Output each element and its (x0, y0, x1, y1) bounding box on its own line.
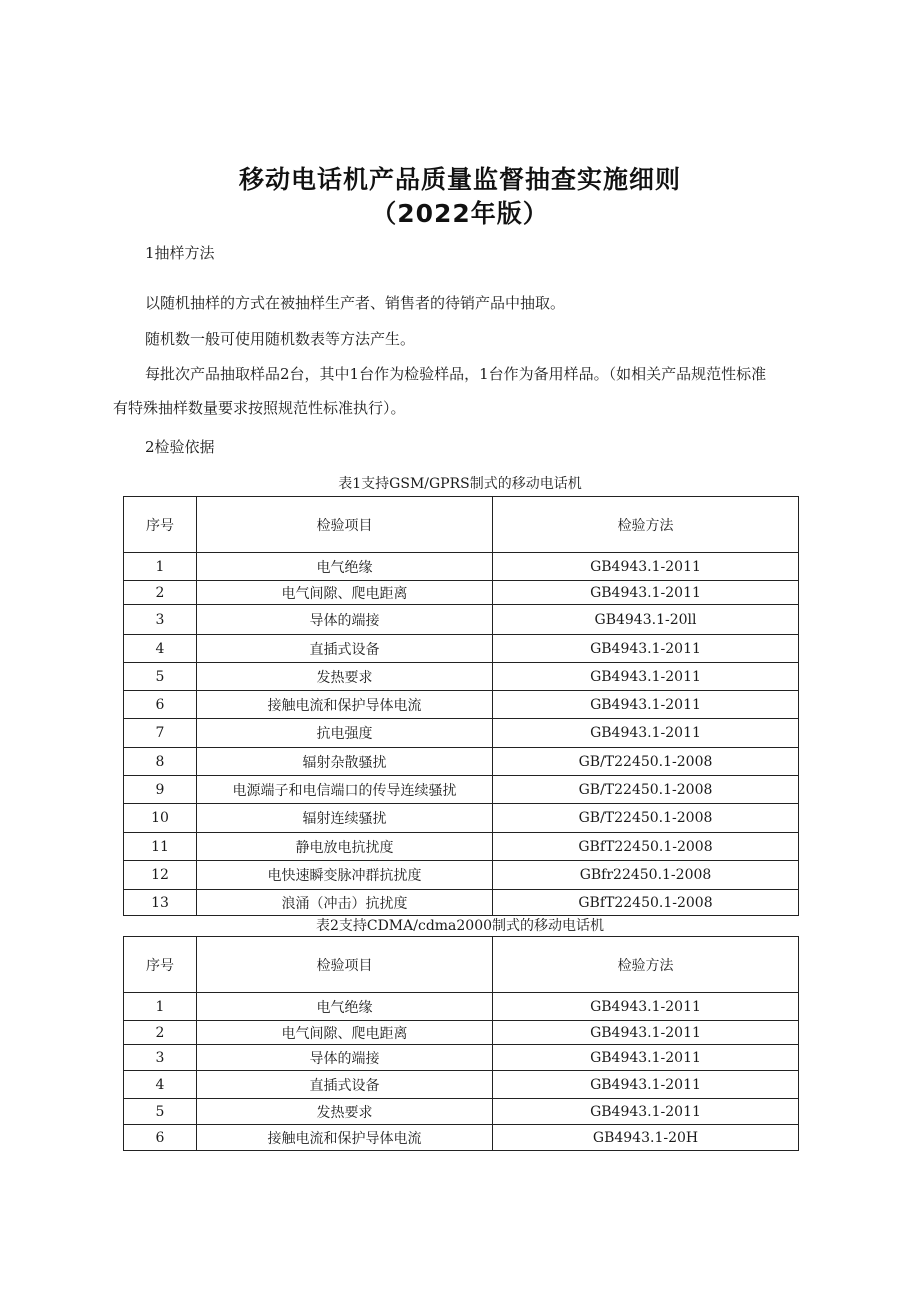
row-method: GB4943.1-2011 (493, 553, 799, 581)
col-header-method: 检验方法 (493, 497, 799, 553)
row-method: GB4943.1-2011 (493, 1099, 799, 1125)
paragraph-sampling-method: 以随机抽样的方式在被抽样生产者、销售者的待销产品中抽取。 (145, 294, 566, 312)
row-item: 电快速瞬变脉冲群抗扰度 (197, 861, 493, 890)
row-method: GB4943.1-2011 (493, 1021, 799, 1045)
row-index: 8 (124, 748, 197, 776)
row-item: 电气绝缘 (197, 993, 493, 1021)
row-method: GB4943.1-2011 (493, 1071, 799, 1099)
row-item: 接触电流和保护导体电流 (197, 1125, 493, 1151)
row-index: 6 (124, 1125, 197, 1151)
col-header-index: 序号 (124, 937, 197, 993)
table-row (124, 691, 799, 719)
section-2-heading: 2检验依据 (145, 438, 215, 456)
row-item: 电气绝缘 (197, 553, 493, 581)
table-row (124, 776, 799, 804)
table-row (124, 663, 799, 691)
table2-header-row (124, 937, 799, 993)
row-method: GB4943.1-2011 (493, 719, 799, 748)
col-header-index: 序号 (124, 497, 197, 553)
section-1-heading: 1抽样方法 (145, 244, 215, 262)
row-method: GB4943.1-20H (493, 1125, 799, 1151)
table-row (124, 890, 799, 916)
table-row (124, 1045, 799, 1071)
paragraph-sample-quantity-cont: 有特殊抽样数量要求按照规范性标准执行）。 (113, 399, 406, 417)
row-method: GBfr22450.1-2008 (493, 861, 799, 890)
row-item: 导体的端接 (197, 605, 493, 635)
row-method: GB4943.1-2011 (493, 663, 799, 691)
table-row (124, 833, 799, 861)
row-item: 静电放电抗扰度 (197, 833, 493, 861)
table-row (124, 1099, 799, 1125)
table1-body (124, 553, 799, 916)
row-index: 11 (124, 833, 197, 861)
row-item: 直插式设备 (197, 1071, 493, 1099)
table-row (124, 1021, 799, 1045)
row-method: GB4943.1-20ll (493, 605, 799, 635)
row-index: 1 (124, 553, 197, 581)
row-item: 直插式设备 (197, 635, 493, 663)
row-index: 2 (124, 581, 197, 605)
row-item: 接触电流和保护导体电流 (197, 691, 493, 719)
row-index: 3 (124, 605, 197, 635)
row-item: 发热要求 (197, 663, 493, 691)
row-method: GB4943.1-2011 (493, 691, 799, 719)
row-index: 7 (124, 719, 197, 748)
row-index: 10 (124, 804, 197, 833)
row-index: 1 (124, 993, 197, 1021)
row-index: 5 (124, 1099, 197, 1125)
table2-caption: 表2支持CDMA/cdma2000制式的移动电话机 (315, 918, 605, 934)
row-method: GB/T22450.1-2008 (493, 776, 799, 804)
table-row (124, 1071, 799, 1099)
row-item: 抗电强度 (197, 719, 493, 748)
row-method: GB4943.1-2011 (493, 635, 799, 663)
row-method: GB/T22450.1-2008 (493, 748, 799, 776)
table-row (124, 581, 799, 605)
table-row (124, 719, 799, 748)
table-row (124, 748, 799, 776)
row-item: 辐射连续骚扰 (197, 804, 493, 833)
row-item: 浪涌（冲击）抗扰度 (197, 890, 493, 916)
row-method: GB4943.1-2011 (493, 993, 799, 1021)
row-index: 6 (124, 691, 197, 719)
row-method: GBfT22450.1-2008 (493, 833, 799, 861)
row-index: 4 (124, 635, 197, 663)
table2 (123, 936, 799, 1151)
row-index: 4 (124, 1071, 197, 1099)
row-index: 12 (124, 861, 197, 890)
row-index: 5 (124, 663, 197, 691)
row-method: GBfT22450.1-2008 (493, 890, 799, 916)
row-item: 电源端子和电信端口的传导连续骚扰 (197, 776, 493, 804)
row-index: 3 (124, 1045, 197, 1071)
table1-caption: 表1支持GSM/GPRS制式的移动电话机 (338, 476, 582, 492)
paragraph-random-number: 随机数一般可使用随机数表等方法产生。 (145, 330, 416, 348)
row-method: GB/T22450.1-2008 (493, 804, 799, 833)
table-row (124, 993, 799, 1021)
document-edition: （2022年版） (371, 199, 549, 228)
table-row (124, 553, 799, 581)
row-item: 发热要求 (197, 1099, 493, 1125)
table2-body (124, 993, 799, 1151)
col-header-item: 检验项目 (197, 497, 493, 553)
table-row (124, 635, 799, 663)
paragraph-sample-quantity: 每批次产品抽取样品2台，其中1台作为检验样品，1台作为备用样品。（如相关产品规范性标准 (145, 365, 767, 383)
table-row (124, 605, 799, 635)
row-method: GB4943.1-2011 (493, 1045, 799, 1071)
row-method: GB4943.1-2011 (493, 581, 799, 605)
table-row (124, 1125, 799, 1151)
row-item: 电气间隙、爬电距离 (197, 581, 493, 605)
row-index: 13 (124, 890, 197, 916)
row-item: 电气间隙、爬电距离 (197, 1021, 493, 1045)
table1-header-row (124, 497, 799, 553)
row-index: 2 (124, 1021, 197, 1045)
row-item: 辐射杂散骚扰 (197, 748, 493, 776)
document-title: 移动电话机产品质量监督抽查实施细则 (238, 165, 681, 194)
col-header-method: 检验方法 (493, 937, 799, 993)
row-index: 9 (124, 776, 197, 804)
table-row (124, 804, 799, 833)
row-item: 导体的端接 (197, 1045, 493, 1071)
table1 (123, 496, 799, 916)
col-header-item: 检验项目 (197, 937, 493, 993)
table-row (124, 861, 799, 890)
